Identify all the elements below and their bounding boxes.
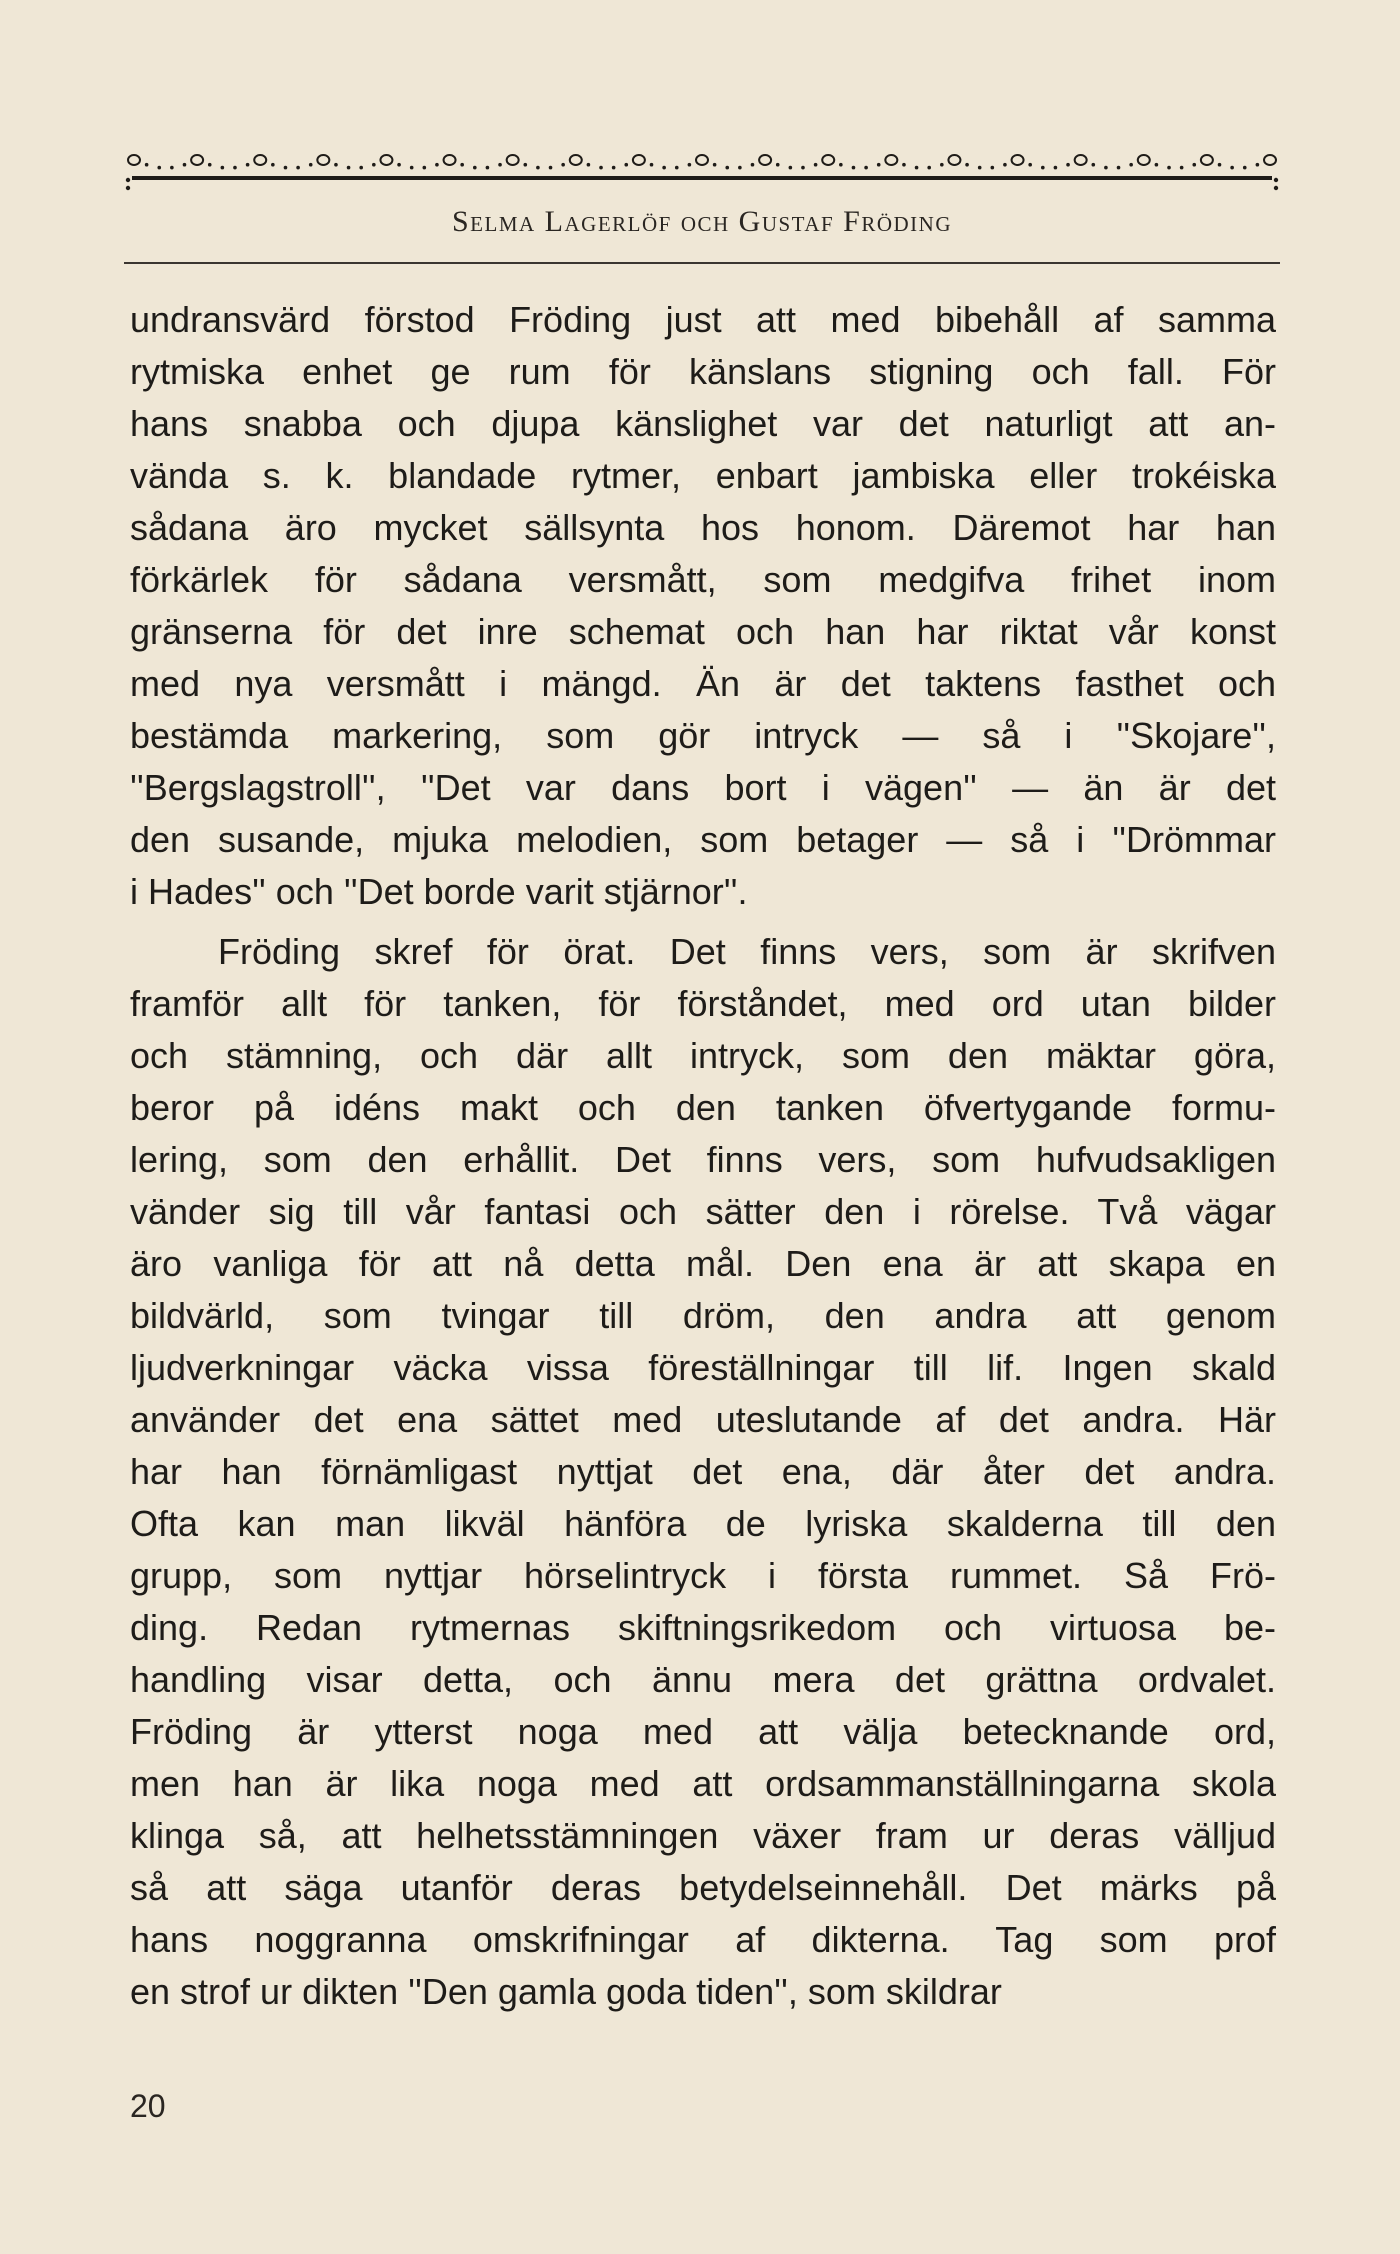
ornament-dot (902, 163, 906, 167)
text-line: klinga så, att helhetsstämningen växer fram ur deras välljud (130, 1815, 1276, 1856)
ornament-dot (801, 166, 805, 170)
page-number: 20 (130, 2088, 166, 2124)
ornament-loop (696, 155, 708, 165)
ornament-dot (725, 166, 729, 170)
ornament-dot (738, 166, 742, 170)
ornament-dot (1230, 166, 1234, 170)
text-line: och stämning, och där allt intryck, som den mäktar göra, (130, 1035, 1276, 1076)
ornament-dot (662, 166, 666, 170)
text-line: ljudverkningar väcka vissa föreställningar till lif. Ingen skald (130, 1347, 1276, 1388)
ornament-dot (839, 163, 843, 167)
ornament-end-dot-left-2 (126, 186, 130, 190)
text-line: framför allt för tanken, för förståndet, med ord utan bilder (130, 983, 1276, 1024)
ornament-dot (145, 163, 149, 167)
ornament-dot (410, 166, 414, 170)
text-line: med nya versmått i mängd. Än är det taktens fasthet och (130, 663, 1276, 704)
ornament-loop (444, 155, 456, 165)
text-line: har han förnämligast nyttjat det ena, där åter det andra. (130, 1451, 1276, 1492)
ornament-dot (435, 163, 439, 167)
ornament-dot (852, 166, 856, 170)
ornament-end-dot-left (126, 178, 130, 182)
ornament-loop (317, 155, 329, 165)
ornament-dot (751, 163, 755, 167)
ornament-dot (1155, 163, 1159, 167)
ornament-loop (948, 155, 960, 165)
ornament-dot (1129, 163, 1133, 167)
ornament-dot (347, 166, 351, 170)
ornament-dot (486, 166, 490, 170)
ornament-dot (372, 163, 376, 167)
body-text (130, 294, 1276, 2018)
ornament-dot (688, 163, 692, 167)
text-line: gränserna för det inre schemat och han har riktat vår konst (130, 611, 1276, 652)
ornament-loop (380, 155, 392, 165)
ornament-dot (473, 166, 477, 170)
ornament-dot (624, 163, 628, 167)
running-head: Selma Lagerlöf och Gustaf Fröding (451, 205, 953, 238)
ornament-dot (561, 163, 565, 167)
text-line: undransvärd förstod Fröding just att med bibehåll af samma (130, 299, 1276, 340)
text-line: så att säga utanför deras betydelseinnehåll. Det märks på (130, 1867, 1276, 1908)
text-line: rytmiska enhet ge rum för känslans stigning och fall. För (130, 351, 1276, 392)
ornament-dot (1041, 166, 1045, 170)
ornament-loop (1075, 155, 1087, 165)
text-line: vända s. k. blandade rytmer, enbart jambiska eller trokéiska (130, 455, 1276, 496)
text-line: lering, som den erhållit. Det finns vers, som hufvudsakligen (130, 1139, 1276, 1180)
ornament-dot (713, 163, 717, 167)
ornament-dot (927, 166, 931, 170)
ornament-dot (183, 163, 187, 167)
ornament-loop (1012, 155, 1024, 165)
text-line: handling visar detta, och ännu mera det grättna ordvalet. (130, 1659, 1276, 1700)
ornament-dot (864, 166, 868, 170)
ornament-dot (309, 163, 313, 167)
text-line: men han är lika noga med att ordsammanställningarna skola (130, 1763, 1276, 1804)
ornament-dot (599, 166, 603, 170)
ornament-dot (612, 166, 616, 170)
ornament-dot (814, 163, 818, 167)
ornament-dot (965, 163, 969, 167)
ornament-loop (1201, 155, 1213, 165)
ornament-end-dot-right (1274, 178, 1278, 182)
ornament-dot (397, 163, 401, 167)
ornament-loop (507, 155, 519, 165)
ornament-dot (940, 163, 944, 167)
ornament-dot (460, 163, 464, 167)
ornament-dot (423, 166, 427, 170)
text-line: ''Bergslagstroll'', ''Det var dans bort i vägen'' — än är det (130, 767, 1276, 808)
text-line: använder det ena sättet med uteslutande af det andra. Här (130, 1399, 1276, 1440)
text-line: hans snabba och djupa känslighet var det naturligt att an- (130, 403, 1276, 444)
ornament-dot (587, 163, 591, 167)
ornament-dot (877, 163, 881, 167)
ornament-loop (128, 155, 140, 165)
ornament-loop (822, 155, 834, 165)
paragraph (130, 294, 1276, 918)
text-line: beror på idéns makt och den tanken öfvertygande formu- (130, 1087, 1276, 1128)
ornament-dot (1028, 163, 1032, 167)
text-line: Fröding skref för örat. Det finns vers, som är skrifven (218, 931, 1276, 972)
ornament-loop (254, 155, 266, 165)
ornamental-header-border (124, 136, 1280, 192)
ornament-dot (1003, 163, 1007, 167)
ornament-dot (334, 163, 338, 167)
ornament-dot (233, 166, 237, 170)
ornament-end-dot-right-2 (1274, 186, 1278, 190)
ornament-thick-rule (132, 176, 1272, 180)
ornament-dot (1117, 166, 1121, 170)
text-line: Ofta kan man likväl hänföra de lyriska skalderna till den (130, 1503, 1276, 1544)
ornament-dot (1180, 166, 1184, 170)
ornament-dot (1192, 163, 1196, 167)
ornament-loop (759, 155, 771, 165)
ornament-loop (570, 155, 582, 165)
ornament-dot (1243, 166, 1247, 170)
ornament-dot (296, 166, 300, 170)
text-line: sådana äro mycket sällsynta hos honom. Däremot har han (130, 507, 1276, 548)
ornament-dot (498, 163, 502, 167)
header-rule (124, 262, 1280, 264)
ornament-loop (191, 155, 203, 165)
ornament-dot (675, 166, 679, 170)
ornament-dot (978, 166, 982, 170)
ornament-dot (157, 166, 161, 170)
ornament-dot (1066, 163, 1070, 167)
text-line: äro vanliga för att nå detta mål. Den ena är att skapa en (130, 1243, 1276, 1284)
ornament-dot (536, 166, 540, 170)
ornament-graphic (124, 136, 1280, 192)
text-line: ding. Redan rytmernas skiftningsrikedom och virtuosa be- (130, 1607, 1276, 1648)
text-line: vänder sig till vår fantasi och sätter den i rörelse. Två vägar (130, 1191, 1276, 1232)
ornament-dot (271, 163, 275, 167)
ornament-dot (776, 163, 780, 167)
ornament-dot (284, 166, 288, 170)
text-line: en strof ur dikten ''Den gamla goda tiden'', som skildrar (130, 1971, 1002, 2012)
ornament-dot (991, 166, 995, 170)
ornament-dot (208, 163, 212, 167)
ornament-loop (1138, 155, 1150, 165)
text-line: bildvärld, som tvingar till dröm, den andra att genom (130, 1295, 1276, 1336)
ornament-dot (170, 166, 174, 170)
ornament-loop (1264, 155, 1276, 165)
ornament-dot (789, 166, 793, 170)
ornament-dot (549, 166, 553, 170)
ornament-dot (1091, 163, 1095, 167)
ornament-dot (1054, 166, 1058, 170)
ornament-loops (128, 155, 1276, 169)
text-line: i Hades'' och ''Det borde varit stjärnor''. (130, 871, 748, 912)
ornament-dot (221, 166, 225, 170)
ornament-loop (633, 155, 645, 165)
text-line: den susande, mjuka melodien, som betager — så i ''Drömmar (130, 819, 1276, 860)
ornament-dot (246, 163, 250, 167)
ornament-dot (1218, 163, 1222, 167)
text-line: förkärlek för sådana versmått, som medgifva frihet inom (130, 559, 1276, 600)
ornament-dot (650, 163, 654, 167)
ornament-dot (1104, 166, 1108, 170)
ornament-dot (1256, 163, 1260, 167)
ornament-dot (1167, 166, 1171, 170)
text-line: bestämda markering, som gör intryck — så i ''Skojare'', (130, 715, 1276, 756)
text-line: hans noggranna omskrifningar af dikterna. Tag som prof (130, 1919, 1276, 1960)
text-line: Fröding är ytterst noga med att välja betecknande ord, (130, 1711, 1276, 1752)
ornament-loop (885, 155, 897, 165)
text-line: grupp, som nyttjar hörselintryck i första rummet. Så Frö- (130, 1555, 1276, 1596)
paragraph (130, 926, 1276, 2018)
ornament-dot (523, 163, 527, 167)
ornament-dot (915, 166, 919, 170)
ornament-dot (359, 166, 363, 170)
